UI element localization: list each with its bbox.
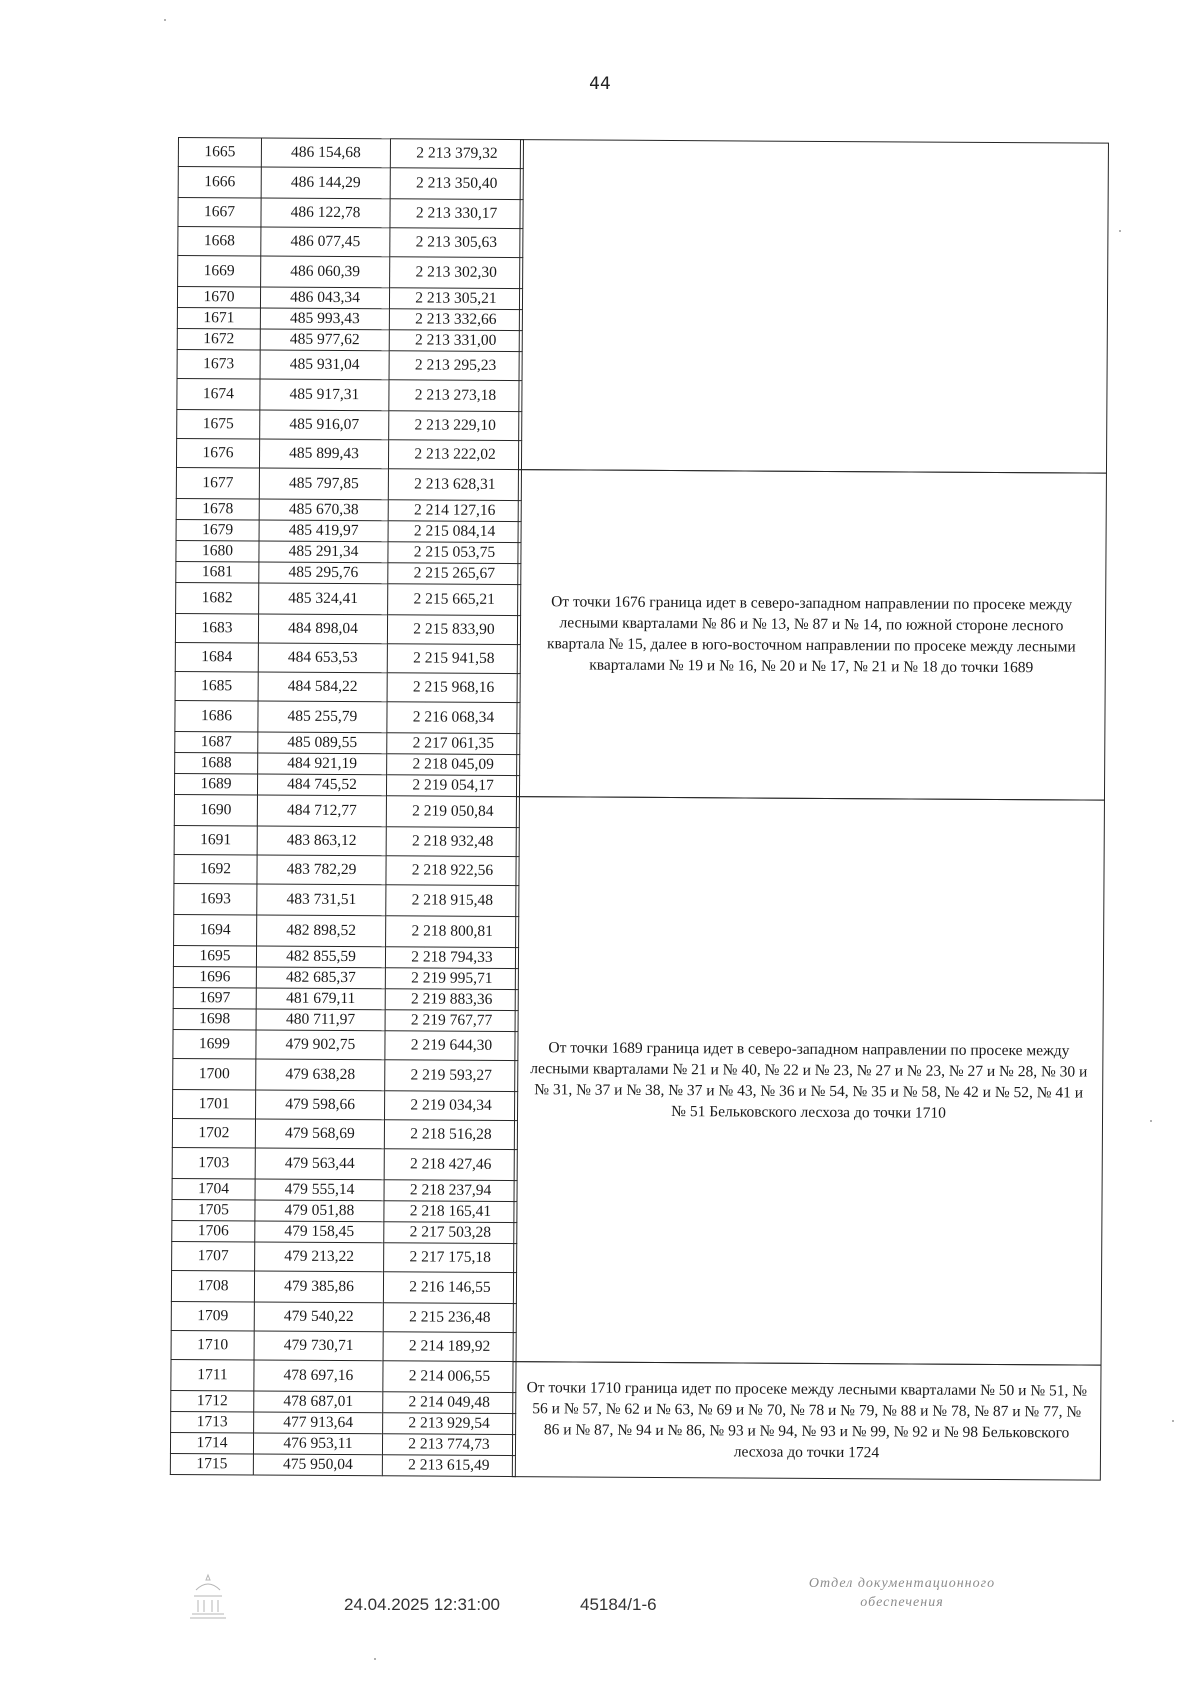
x-coordinate-cell: 479 540,22: [254, 1302, 383, 1332]
point-number-cell: 1689: [174, 773, 257, 795]
table-row: [174, 854, 519, 885]
x-coordinate-cell: 485 977,62: [260, 329, 389, 351]
table-row: [172, 1178, 517, 1201]
point-number-cell: 1707: [172, 1241, 255, 1271]
x-coordinate-cell: 479 213,22: [255, 1242, 384, 1272]
y-coordinate-cell: 2 218 237,94: [384, 1180, 517, 1202]
x-coordinate-cell: 485 916,07: [260, 410, 389, 440]
y-coordinate-cell: 2 219 883,36: [385, 989, 518, 1011]
y-coordinate-cell: 2 215 941,58: [387, 644, 520, 674]
y-coordinate-cell: 2 215 084,14: [388, 521, 521, 543]
y-coordinate-cell: 2 214 189,92: [383, 1332, 516, 1362]
point-number-cell: 1697: [173, 987, 256, 1009]
y-coordinate-cell: 2 215 968,16: [387, 673, 520, 703]
y-coordinate-cell: 2 214 006,55: [383, 1361, 516, 1393]
y-coordinate-cell: 2 215 265,67: [388, 563, 521, 585]
table-row: [171, 1330, 516, 1361]
point-number-cell: 1708: [171, 1270, 254, 1302]
table-row: [170, 1432, 515, 1455]
point-number-cell: 1698: [173, 1008, 256, 1030]
boundary-table: [169, 137, 1111, 1561]
point-number-cell: 1683: [175, 613, 258, 643]
point-number-cell: 1709: [171, 1301, 254, 1331]
x-coordinate-cell: 485 899,43: [259, 439, 388, 469]
x-coordinate-cell: 479 598,66: [256, 1090, 385, 1120]
y-coordinate-cell: 2 218 045,09: [387, 754, 520, 776]
y-coordinate-cell: 2 215 236,48: [383, 1303, 516, 1333]
x-coordinate-cell: 478 697,16: [254, 1360, 383, 1392]
table-row: [174, 794, 519, 827]
y-coordinate-cell: 2 215 053,75: [388, 542, 521, 564]
point-number-cell: 1669: [178, 256, 261, 288]
y-coordinate-cell: 2 219 593,27: [385, 1060, 518, 1092]
y-coordinate-cell: 2 219 644,30: [385, 1031, 518, 1061]
point-number-cell: 1665: [178, 138, 261, 168]
table-row: [177, 287, 522, 310]
point-number-cell: 1694: [174, 914, 257, 946]
table-row: [175, 642, 520, 673]
x-coordinate-cell: 484 653,53: [258, 643, 387, 673]
y-coordinate-cell: 2 217 061,35: [387, 733, 520, 755]
table-row: [174, 883, 519, 916]
point-number-cell: 1715: [170, 1453, 253, 1475]
table-row: [176, 561, 521, 584]
table-row: [177, 349, 522, 380]
description-cell-4: [512, 1361, 1102, 1481]
point-number-cell: 1693: [174, 883, 257, 915]
table-row: [176, 582, 521, 615]
point-number-cell: 1686: [175, 700, 258, 732]
x-coordinate-cell: 485 089,55: [258, 732, 387, 754]
y-coordinate-cell: 2 213 628,31: [388, 469, 521, 501]
scan-speck: [1119, 230, 1121, 232]
x-coordinate-cell: 486 077,45: [261, 227, 390, 257]
x-coordinate-cell: 484 712,77: [257, 795, 386, 827]
y-coordinate-cell: 2 218 516,28: [384, 1120, 517, 1150]
description-text-4: От точки 1710 граница идет по просеке между лесными кварталами № 50 и № 51, № 56 и № 57, № 62 и № 63, № 69 и № 70, № 78 и № 79, № 88 и № 78, № 87 и № 77, № 86 и № 87, № 94 и № 86, № 93 и № 94, № 93 и № 99, № 92 и № 98 Бельковского лесхоза до точки 1724: [526, 1379, 1088, 1462]
point-number-cell: 1711: [171, 1359, 254, 1391]
table-row: [175, 731, 520, 754]
department-stamp-line-2: обеспечения: [860, 1595, 944, 1610]
x-coordinate-cell: 486 122,78: [261, 198, 390, 228]
x-coordinate-cell: 485 670,38: [259, 499, 388, 521]
point-number-cell: 1710: [171, 1330, 254, 1360]
table-row: [175, 700, 520, 733]
x-coordinate-cell: 482 855,59: [256, 946, 385, 968]
scan-speck: [374, 1658, 376, 1660]
signature-datetime: 24.04.2025 12:31:00: [344, 1595, 500, 1614]
table-row: [172, 1118, 517, 1149]
point-number-cell: 1668: [178, 227, 261, 257]
coordinates-table-body: [170, 138, 523, 1477]
table-row: [171, 1301, 516, 1332]
point-number-cell: 1696: [173, 966, 256, 988]
table-row: [175, 671, 520, 702]
point-number-cell: 1690: [174, 794, 257, 826]
table-row: [171, 1411, 516, 1434]
table-row: [173, 1029, 518, 1060]
point-number-cell: 1678: [176, 498, 259, 520]
y-coordinate-cell: 2 213 350,40: [390, 168, 523, 200]
x-coordinate-cell: 481 679,11: [256, 988, 385, 1010]
y-coordinate-cell: 2 215 665,21: [388, 584, 521, 616]
table-row: [175, 613, 520, 644]
x-coordinate-cell: 482 685,37: [256, 967, 385, 989]
point-number-cell: 1679: [176, 519, 259, 541]
table-row: [172, 1147, 517, 1180]
y-coordinate-cell: 2 213 330,17: [390, 199, 523, 229]
x-coordinate-cell: 486 060,39: [261, 256, 390, 288]
y-coordinate-cell: 2 213 331,00: [389, 330, 522, 352]
x-coordinate-cell: 485 255,79: [258, 701, 387, 733]
document-code: 45184/1-6: [580, 1595, 657, 1614]
table-row: [173, 945, 518, 968]
point-number-cell: 1688: [175, 752, 258, 774]
point-number-cell: 1687: [175, 731, 258, 753]
x-coordinate-cell: 479 555,14: [255, 1179, 384, 1201]
point-number-cell: 1695: [173, 945, 256, 967]
y-coordinate-cell: 2 218 165,41: [384, 1201, 517, 1223]
y-coordinate-cell: 2 213 295,23: [389, 351, 522, 381]
point-number-cell: 1673: [177, 349, 260, 379]
y-coordinate-cell: 2 218 800,81: [386, 916, 519, 948]
table-row: [176, 519, 521, 542]
x-coordinate-cell: 483 782,29: [257, 855, 386, 885]
table-row: [176, 540, 521, 563]
table-row: [178, 167, 523, 200]
y-coordinate-cell: 2 213 302,30: [390, 257, 523, 289]
x-coordinate-cell: 479 385,86: [254, 1271, 383, 1303]
table-row: [171, 1270, 516, 1303]
scan-speck: [1150, 1120, 1152, 1122]
table-row: [174, 914, 519, 947]
table-row: [173, 987, 518, 1010]
x-coordinate-cell: 486 043,34: [260, 287, 389, 309]
x-coordinate-cell: 476 953,11: [253, 1433, 382, 1455]
point-number-cell: 1701: [173, 1089, 256, 1119]
point-number-cell: 1692: [174, 854, 257, 884]
x-coordinate-cell: 479 568,69: [255, 1119, 384, 1149]
y-coordinate-cell: 2 213 229,10: [389, 411, 522, 441]
y-coordinate-cell: 2 219 767,77: [385, 1010, 518, 1032]
y-coordinate-cell: 2 213 332,66: [389, 309, 522, 331]
x-coordinate-cell: 485 419,97: [259, 520, 388, 542]
point-number-cell: 1676: [176, 438, 259, 468]
y-coordinate-cell: 2 214 127,16: [388, 500, 521, 522]
x-coordinate-cell: 485 931,04: [260, 350, 389, 380]
x-coordinate-cell: 483 731,51: [257, 884, 386, 916]
y-coordinate-cell: 2 219 050,84: [386, 796, 519, 828]
y-coordinate-cell: 2 218 915,48: [386, 885, 519, 917]
table-row: [177, 307, 522, 330]
point-number-cell: 1685: [175, 671, 258, 701]
x-coordinate-cell: 485 291,34: [259, 541, 388, 563]
table-row: [176, 438, 521, 469]
x-coordinate-cell: 477 913,64: [254, 1412, 383, 1434]
x-coordinate-cell: 484 584,22: [258, 672, 387, 702]
table-row: [177, 328, 522, 351]
y-coordinate-cell: 2 213 774,73: [382, 1434, 515, 1456]
table-row: [177, 409, 522, 440]
y-coordinate-cell: 2 213 305,63: [390, 228, 523, 258]
table-row: [178, 138, 523, 169]
table-row: [175, 752, 520, 775]
point-number-cell: 1699: [173, 1029, 256, 1059]
table-row: [171, 1359, 516, 1392]
table-row: [176, 467, 521, 500]
point-number-cell: 1672: [177, 328, 260, 350]
point-number-cell: 1675: [177, 409, 260, 439]
table-row: [173, 1089, 518, 1120]
table-row: [174, 773, 519, 796]
y-coordinate-cell: 2 214 049,48: [383, 1392, 516, 1414]
page-number: 44: [589, 74, 611, 94]
y-coordinate-cell: 2 217 503,28: [384, 1222, 517, 1244]
description-cell-2: [516, 469, 1107, 801]
y-coordinate-cell: 2 216 146,55: [383, 1272, 516, 1304]
y-coordinate-cell: 2 218 794,33: [385, 947, 518, 969]
table-row: [173, 966, 518, 989]
x-coordinate-cell: 482 898,52: [257, 915, 386, 947]
point-number-cell: 1674: [177, 378, 260, 410]
point-number-cell: 1712: [171, 1390, 254, 1412]
table-row: [170, 1453, 515, 1476]
table-row: [178, 227, 523, 258]
table-row: [174, 825, 519, 856]
x-coordinate-cell: 480 711,97: [256, 1009, 385, 1031]
point-number-cell: 1704: [172, 1178, 255, 1200]
point-number-cell: 1700: [173, 1058, 256, 1090]
point-number-cell: 1677: [176, 467, 259, 499]
emblem-icon: [186, 1572, 230, 1622]
y-coordinate-cell: 2 213 929,54: [383, 1413, 516, 1435]
point-number-cell: 1706: [172, 1220, 255, 1242]
table-row: [176, 498, 521, 521]
point-number-cell: 1713: [171, 1411, 254, 1433]
point-number-cell: 1682: [176, 582, 259, 614]
y-coordinate-cell: 2 219 054,17: [386, 775, 519, 797]
table-row: [173, 1058, 518, 1091]
x-coordinate-cell: 485 295,76: [259, 562, 388, 584]
x-coordinate-cell: 479 638,28: [256, 1059, 385, 1091]
point-number-cell: 1681: [176, 561, 259, 583]
x-coordinate-cell: 485 993,43: [260, 308, 389, 330]
x-coordinate-cell: 484 745,52: [257, 774, 386, 796]
y-coordinate-cell: 2 219 034,34: [385, 1091, 518, 1121]
point-number-cell: 1705: [172, 1199, 255, 1221]
point-number-cell: 1684: [175, 642, 258, 672]
y-coordinate-cell: 2 213 379,32: [390, 139, 523, 169]
point-number-cell: 1671: [177, 307, 260, 329]
scan-speck: [1172, 1420, 1174, 1422]
x-coordinate-cell: 475 950,04: [253, 1454, 382, 1476]
table-row: [177, 378, 522, 411]
y-coordinate-cell: 2 218 922,56: [386, 856, 519, 886]
table-row: [172, 1241, 517, 1272]
x-coordinate-cell: 479 051,88: [255, 1200, 384, 1222]
x-coordinate-cell: 483 863,12: [257, 826, 386, 856]
department-stamp: [752, 1574, 1052, 1612]
description-text-2: От точки 1676 граница идет в северо-западном направлении по просеке между лесными кварталами № 86 и № 13, № 87 и № 14, по южной стороне лесного квартала № 15, далее в юго-восточном направлении по просеке между лесными кварталами № 19 и № 16, № 20 и № 17, № 21 и № 18 до точки 1689: [546, 593, 1076, 677]
point-number-cell: 1667: [178, 198, 261, 228]
y-coordinate-cell: 2 219 995,71: [385, 968, 518, 990]
y-coordinate-cell: 2 213 615,49: [382, 1455, 515, 1477]
x-coordinate-cell: 479 902,75: [256, 1030, 385, 1060]
y-coordinate-cell: 2 213 222,02: [388, 440, 521, 470]
x-coordinate-cell: 479 730,71: [254, 1331, 383, 1361]
x-coordinate-cell: 485 797,85: [259, 468, 388, 500]
scan-speck: [164, 19, 166, 21]
x-coordinate-cell: 485 917,31: [260, 379, 389, 411]
x-coordinate-cell: 484 921,19: [258, 753, 387, 775]
y-coordinate-cell: 2 216 068,34: [387, 702, 520, 734]
point-number-cell: 1703: [172, 1147, 255, 1179]
table-row: [171, 1390, 516, 1413]
point-number-cell: 1702: [172, 1118, 255, 1148]
x-coordinate-cell: 479 563,44: [255, 1148, 384, 1180]
point-number-cell: 1666: [178, 167, 261, 199]
y-coordinate-cell: 2 217 175,18: [384, 1243, 517, 1273]
table-row: [178, 256, 523, 289]
x-coordinate-cell: 479 158,45: [255, 1221, 384, 1243]
point-number-cell: 1714: [170, 1432, 253, 1454]
y-coordinate-cell: 2 218 427,46: [384, 1149, 517, 1181]
coordinates-table: [170, 137, 524, 1477]
x-coordinate-cell: 485 324,41: [259, 583, 388, 615]
y-coordinate-cell: 2 213 273,18: [389, 380, 522, 412]
point-number-cell: 1680: [176, 540, 259, 562]
x-coordinate-cell: 486 154,68: [261, 138, 390, 168]
y-coordinate-cell: 2 215 833,90: [387, 615, 520, 645]
x-coordinate-cell: 486 144,29: [261, 167, 390, 199]
table-row: [173, 1008, 518, 1031]
description-text-3: От точки 1689 граница идет в северо-западном направлении по просеке между лесными кварталами № 21 и № 40, № 22 и № 23, № 27 и № 23, № 27 и № 28, № 30 и № 31, № 37 и № 38, № 37 и № 43, № 36 и № 54, № 35 и № 58, № 42 и № 52, № 41 и № 51 Бельковского лесхоза до точки 1710: [530, 1039, 1088, 1122]
point-number-cell: 1691: [174, 825, 257, 855]
table-row: [172, 1199, 517, 1222]
department-stamp-line-1: Отдел документационного: [808, 1576, 996, 1591]
y-coordinate-cell: 2 213 305,21: [389, 288, 522, 310]
y-coordinate-cell: 2 218 932,48: [386, 827, 519, 857]
x-coordinate-cell: 478 687,01: [254, 1391, 383, 1413]
x-coordinate-cell: 484 898,04: [258, 614, 387, 644]
table-row: [178, 198, 523, 229]
table-row: [172, 1220, 517, 1243]
description-cell-3: [513, 796, 1105, 1366]
point-number-cell: 1670: [177, 287, 260, 309]
description-cell-1: [518, 139, 1109, 474]
